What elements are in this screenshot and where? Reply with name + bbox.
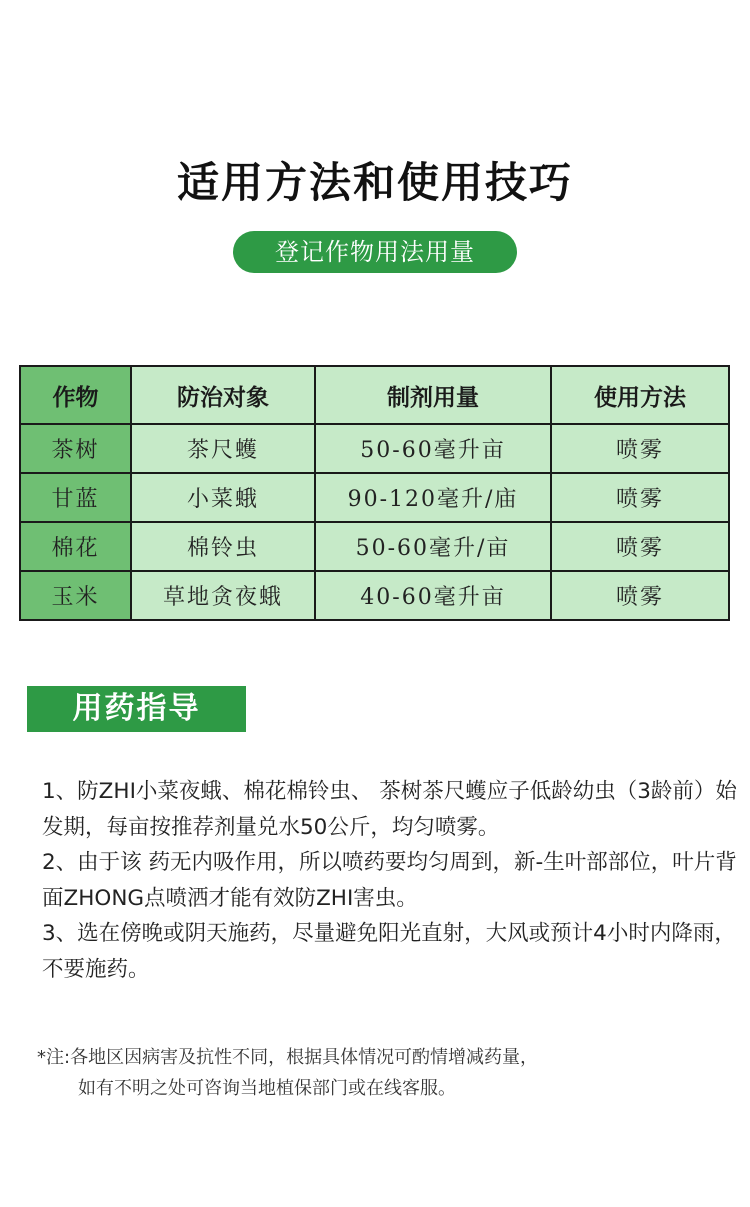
guide-item: 2、由于该 药无内吸作用，所以喷药要均匀周到，新-生叶部部位，叶片背面ZHONG点喷洒才能有效防ZHI害虫。 [42,850,737,911]
cell-method: 喷雾 [551,522,729,571]
cell-target: 草地贪夜蛾 [131,571,315,620]
cell-crop: 玉米 [20,571,131,620]
cell-crop: 甘蓝 [20,473,131,522]
header-target: 防治对象 [131,366,315,424]
cell-dosage: 90-120毫升/庙 [315,473,551,522]
table-row [20,473,729,522]
cell-target: 棉铃虫 [131,522,315,571]
footnote [37,1042,727,1104]
section-badge: 登记作物用法用量 [233,231,517,273]
header-dosage: 制剂用量 [315,366,551,424]
header-method: 使用方法 [551,366,729,424]
footnote-line: 如有不明之处可咨询当地植保部门或在线客服。 [78,1078,456,1099]
cell-method: 喷雾 [551,571,729,620]
table-row [20,571,729,620]
cell-target: 茶尺蠖 [131,424,315,473]
cell-method: 喷雾 [551,424,729,473]
dosage-table [19,365,730,621]
guide-list [42,774,742,987]
cell-dosage: 50-60毫升/亩 [315,522,551,571]
table-row [20,522,729,571]
cell-dosage: 50-60毫升亩 [315,424,551,473]
page-title: 适用方法和使用技巧 [176,158,573,207]
cell-crop: 茶树 [20,424,131,473]
guide-item: 1、防ZHI小菜夜蛾、棉花棉铃虫、 茶树茶尺蠖应子低龄幼虫（3龄前）始发期，每亩按推荐剂量兑水50公斤，均匀喷雾。 [42,779,737,840]
cell-crop: 棉花 [20,522,131,571]
header-crop: 作物 [20,366,131,424]
guide-item: 3、选在傍晚或阴天施药，尽量避免阳光直射，大风或预计4小时内降雨，不要施药。 [42,921,736,982]
footnote-line: *注:各地区因病害及抗性不同，根据具体情况可酌情增减药量， [37,1047,539,1068]
cell-target: 小菜蛾 [131,473,315,522]
guide-heading: 用药指导 [27,686,246,732]
cell-dosage: 40-60毫升亩 [315,571,551,620]
cell-method: 喷雾 [551,473,729,522]
table-row [20,424,729,473]
table-header-row [20,366,729,424]
